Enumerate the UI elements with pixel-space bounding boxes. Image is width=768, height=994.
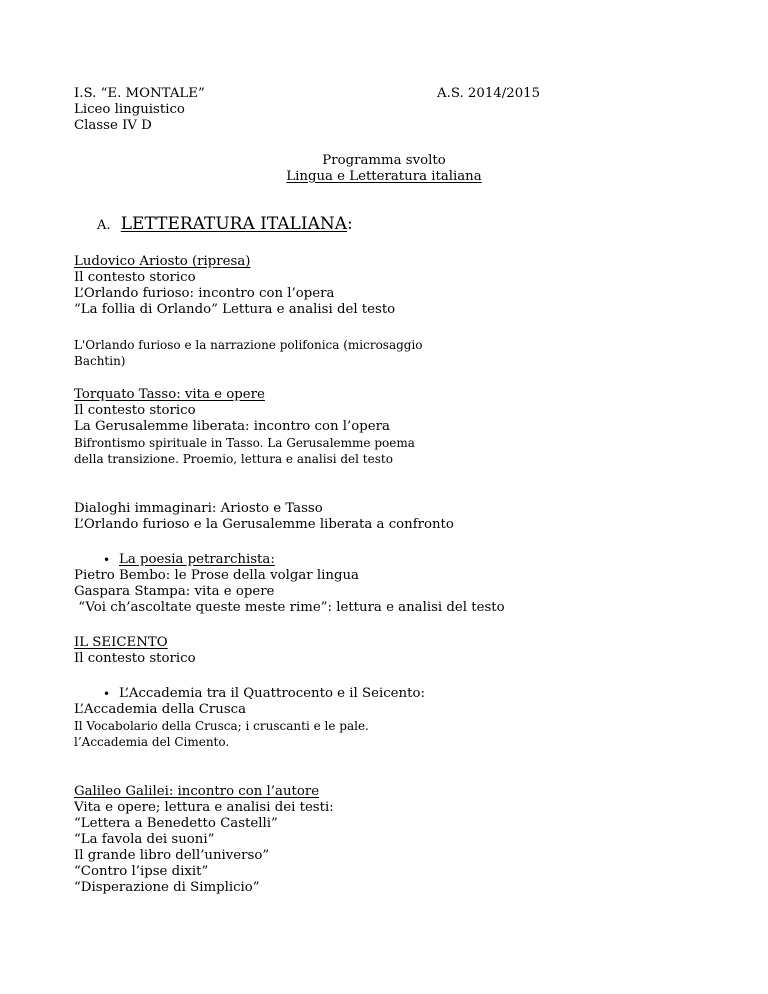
bullet-icon: • [103,687,111,701]
section-a-title: LETTERATURA ITALIANA [120,214,347,234]
class-name: Classe IV D [74,118,152,133]
tasso-note: della transizione. Proemio, lettura e analisi del testo [74,452,393,466]
petrarchista-item: Gaspara Stampa: vita e opere [74,584,275,599]
tasso-note: Bifrontismo spirituale in Tasso. La Gerusalemme poema [74,436,415,450]
seicento-line: Il contesto storico [74,651,196,666]
petrarchista-item: “Voi ch’ascoltate queste meste rime”: lettura e analisi del testo [74,600,505,615]
accademia-heading: L’Accademia tra il Quattrocento e il Seicento: [119,686,425,701]
galileo-item: “Disperazione di Simplicio” [74,880,260,895]
doc-subtitle: Lingua e Letteratura italiana [286,169,482,184]
tasso-item: La Gerusalemme liberata: incontro con l’opera [74,419,390,434]
section-a-letter: A. [97,218,111,233]
dialoghi-line: L’Orlando furioso e la Gerusalemme liberata a confronto [74,517,454,532]
school-track: Liceo linguistico [74,102,185,117]
galileo-heading-wrap [74,784,319,800]
section-a-heading [97,216,353,234]
dialoghi-line: Dialoghi immaginari: Ariosto e Tasso [74,501,323,516]
petrarchista-heading: La poesia petrarchista: [119,552,275,567]
ariosto-note: Bachtin) [74,354,126,368]
petrarchista-heading-wrap [119,552,275,568]
galileo-item: “La favola dei suoni” [74,832,215,847]
galileo-item: Il grande libro dell’universo” [74,848,270,863]
doc-title: Programma svolto [322,153,446,168]
doc-subtitle-wrap [0,169,768,185]
accademia-note: l’Accademia del Cimento. [74,735,230,749]
school-year: A.S. 2014/2015 [437,86,541,101]
school-name: I.S. “E. MONTALE” [74,86,205,101]
galileo-item: Vita e opere; lettura e analisi dei testi: [74,800,334,815]
section-a-colon: : [347,214,353,234]
accademia-line: L’Accademia della Crusca [74,702,247,717]
ariosto-note: L'Orlando furioso e la narrazione polifonica (microsaggio [74,338,423,352]
galileo-item: “Contro l’ipse dixit” [74,864,209,879]
tasso-item: Il contesto storico [74,403,196,418]
galileo-heading: Galileo Galilei: incontro con l’autore [74,784,320,799]
tasso-heading-wrap [74,387,265,403]
accademia-note: Il Vocabolario della Crusca; i cruscanti e le pale. [74,719,369,733]
tasso-heading: Torquato Tasso: vita e opere [74,387,265,402]
bullet-icon: • [103,553,111,567]
ariosto-heading: Ludovico Ariosto (ripresa) [74,254,251,269]
ariosto-item: L’Orlando furioso: incontro con l’opera [74,286,335,301]
ariosto-item: “La follia di Orlando” Lettura e analisi del testo [74,302,396,317]
galileo-item: “Lettera a Benedetto Castelli” [74,816,278,831]
seicento-heading-wrap [74,635,168,651]
petrarchista-item: Pietro Bembo: le Prose della volgar lingua [74,568,359,583]
seicento-heading: IL SEICENTO [74,635,168,650]
ariosto-item: Il contesto storico [74,270,196,285]
ariosto-heading-wrap [74,254,250,270]
